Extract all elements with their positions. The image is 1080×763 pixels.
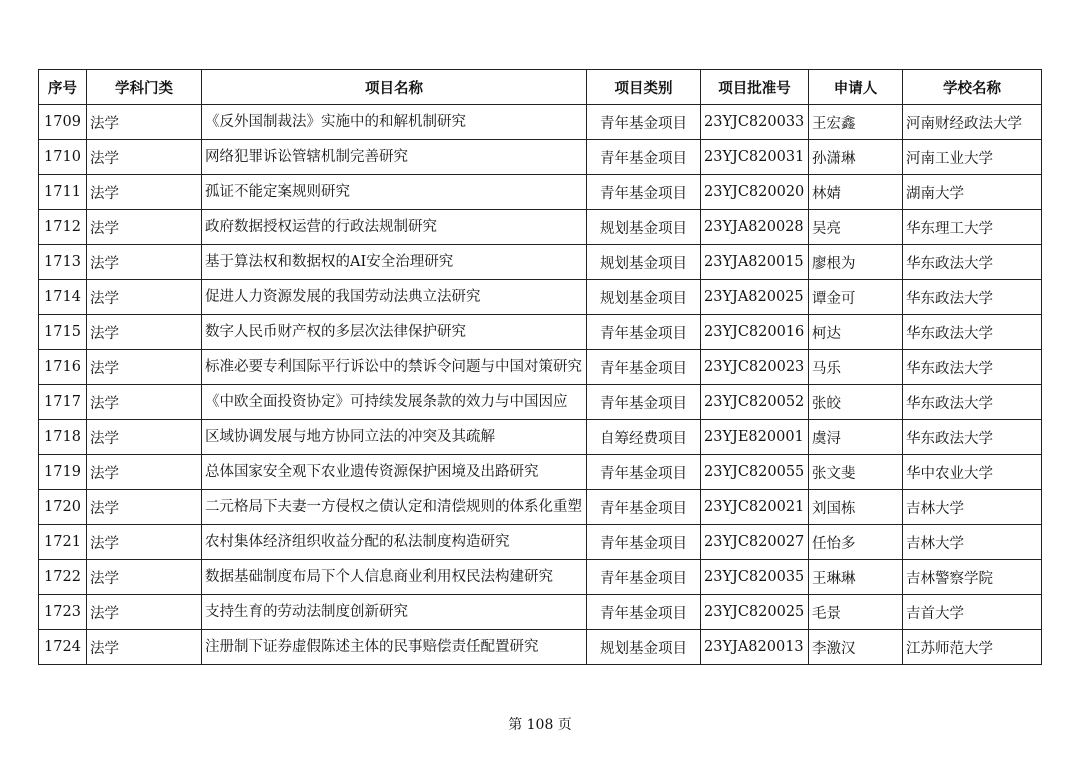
- project-name-cell: 促进人力资源发展的我国劳动法典立法研究: [202, 280, 587, 315]
- discipline-cell: 法学: [87, 105, 202, 140]
- approval-number-cell: 23YJA820015: [701, 245, 809, 280]
- discipline-cell: 法学: [87, 210, 202, 245]
- table-row: [39, 595, 1042, 630]
- serial-cell: 1720: [39, 490, 87, 525]
- approval-number-cell: 23YJC820052: [701, 385, 809, 420]
- serial-cell: 1714: [39, 280, 87, 315]
- table-row: [39, 560, 1042, 595]
- serial-cell: 1712: [39, 210, 87, 245]
- project-name-cell: 二元格局下夫妻一方侵权之债认定和清偿规则的体系化重塑: [202, 490, 587, 525]
- discipline-cell: 法学: [87, 175, 202, 210]
- approval-number-cell: 23YJC820055: [701, 455, 809, 490]
- applicant-cell: 柯达: [809, 315, 903, 350]
- project-name-cell: 区域协调发展与地方协同立法的冲突及其疏解: [202, 420, 587, 455]
- table-row: [39, 210, 1042, 245]
- school-cell: 吉林大学: [903, 525, 1042, 560]
- serial-cell: 1709: [39, 105, 87, 140]
- header-approval-number: 项目批准号: [701, 70, 809, 105]
- applicant-cell: 张皎: [809, 385, 903, 420]
- discipline-cell: 法学: [87, 595, 202, 630]
- school-cell: 华东政法大学: [903, 385, 1042, 420]
- project-type-cell: 青年基金项目: [587, 490, 701, 525]
- project-name-cell: 《中欧全面投资协定》可持续发展条款的效力与中国因应: [202, 385, 587, 420]
- approval-number-cell: 23YJC820021: [701, 490, 809, 525]
- project-type-cell: 青年基金项目: [587, 105, 701, 140]
- project-type-cell: 规划基金项目: [587, 210, 701, 245]
- school-cell: 华东理工大学: [903, 210, 1042, 245]
- serial-cell: 1722: [39, 560, 87, 595]
- discipline-cell: 法学: [87, 630, 202, 665]
- project-name-cell: 标准必要专利国际平行诉讼中的禁诉令问题与中国对策研究: [202, 350, 587, 385]
- serial-cell: 1721: [39, 525, 87, 560]
- school-cell: 华中农业大学: [903, 455, 1042, 490]
- project-type-cell: 规划基金项目: [587, 280, 701, 315]
- project-name-cell: 政府数据授权运营的行政法规制研究: [202, 210, 587, 245]
- school-cell: 华东政法大学: [903, 350, 1042, 385]
- table-row: [39, 140, 1042, 175]
- discipline-cell: 法学: [87, 455, 202, 490]
- header-applicant: 申请人: [809, 70, 903, 105]
- table-row: [39, 280, 1042, 315]
- approval-number-cell: 23YJA820028: [701, 210, 809, 245]
- school-cell: 吉首大学: [903, 595, 1042, 630]
- project-name-cell: 数据基础制度布局下个人信息商业利用权民法构建研究: [202, 560, 587, 595]
- school-cell: 河南财经政法大学: [903, 105, 1042, 140]
- project-type-cell: 青年基金项目: [587, 175, 701, 210]
- project-name-cell: 孤证不能定案规则研究: [202, 175, 587, 210]
- project-name-cell: 数字人民币财产权的多层次法律保护研究: [202, 315, 587, 350]
- school-cell: 华东政法大学: [903, 420, 1042, 455]
- approval-number-cell: 23YJC820031: [701, 140, 809, 175]
- applicant-cell: 王宏鑫: [809, 105, 903, 140]
- project-type-cell: 青年基金项目: [587, 385, 701, 420]
- project-table: [38, 69, 1042, 665]
- applicant-cell: 孙潇琳: [809, 140, 903, 175]
- table-row: [39, 385, 1042, 420]
- table-row: [39, 245, 1042, 280]
- approval-number-cell: 23YJC820025: [701, 595, 809, 630]
- discipline-cell: 法学: [87, 350, 202, 385]
- applicant-cell: 马乐: [809, 350, 903, 385]
- serial-cell: 1719: [39, 455, 87, 490]
- serial-cell: 1717: [39, 385, 87, 420]
- project-name-cell: 支持生育的劳动法制度创新研究: [202, 595, 587, 630]
- approval-number-cell: 23YJA820025: [701, 280, 809, 315]
- school-cell: 华东政法大学: [903, 315, 1042, 350]
- project-type-cell: 规划基金项目: [587, 630, 701, 665]
- applicant-cell: 任怡多: [809, 525, 903, 560]
- approval-number-cell: 23YJC820027: [701, 525, 809, 560]
- project-type-cell: 青年基金项目: [587, 140, 701, 175]
- table-row: [39, 420, 1042, 455]
- table-row: [39, 350, 1042, 385]
- project-type-cell: 青年基金项目: [587, 455, 701, 490]
- approval-number-cell: 23YJE820001: [701, 420, 809, 455]
- page-number: 第 108 页: [508, 717, 572, 733]
- project-name-cell: 基于算法权和数据权的AI安全治理研究: [202, 245, 587, 280]
- project-type-cell: 自筹经费项目: [587, 420, 701, 455]
- table-row: [39, 525, 1042, 560]
- project-type-cell: 青年基金项目: [587, 525, 701, 560]
- school-cell: 华东政法大学: [903, 280, 1042, 315]
- serial-cell: 1710: [39, 140, 87, 175]
- project-name-cell: 网络犯罪诉讼管辖机制完善研究: [202, 140, 587, 175]
- discipline-cell: 法学: [87, 490, 202, 525]
- project-name-cell: 农村集体经济组织收益分配的私法制度构造研究: [202, 525, 587, 560]
- project-type-cell: 青年基金项目: [587, 560, 701, 595]
- applicant-cell: 虞浔: [809, 420, 903, 455]
- project-type-cell: 青年基金项目: [587, 315, 701, 350]
- approval-number-cell: 23YJC820033: [701, 105, 809, 140]
- applicant-cell: 吴亮: [809, 210, 903, 245]
- project-name-cell: 总体国家安全观下农业遗传资源保护困境及出路研究: [202, 455, 587, 490]
- project-name-cell: 《反外国制裁法》实施中的和解机制研究: [202, 105, 587, 140]
- school-cell: 吉林大学: [903, 490, 1042, 525]
- discipline-cell: 法学: [87, 245, 202, 280]
- serial-cell: 1711: [39, 175, 87, 210]
- project-type-cell: 青年基金项目: [587, 350, 701, 385]
- applicant-cell: 谭金可: [809, 280, 903, 315]
- table-row: [39, 490, 1042, 525]
- approval-number-cell: 23YJC820020: [701, 175, 809, 210]
- applicant-cell: 张文斐: [809, 455, 903, 490]
- discipline-cell: 法学: [87, 525, 202, 560]
- applicant-cell: 毛景: [809, 595, 903, 630]
- discipline-cell: 法学: [87, 140, 202, 175]
- discipline-cell: 法学: [87, 280, 202, 315]
- serial-cell: 1723: [39, 595, 87, 630]
- header-discipline: 学科门类: [87, 70, 202, 105]
- header-serial: 序号: [39, 70, 87, 105]
- serial-cell: 1713: [39, 245, 87, 280]
- project-type-cell: 规划基金项目: [587, 245, 701, 280]
- header-row: [39, 70, 1042, 105]
- header-project-type: 项目类别: [587, 70, 701, 105]
- approval-number-cell: 23YJC820023: [701, 350, 809, 385]
- school-cell: 江苏师范大学: [903, 630, 1042, 665]
- applicant-cell: 王琳琳: [809, 560, 903, 595]
- serial-cell: 1715: [39, 315, 87, 350]
- serial-cell: 1716: [39, 350, 87, 385]
- discipline-cell: 法学: [87, 560, 202, 595]
- applicant-cell: 刘国栋: [809, 490, 903, 525]
- table-row: [39, 105, 1042, 140]
- discipline-cell: 法学: [87, 315, 202, 350]
- table-row: [39, 315, 1042, 350]
- school-cell: 华东政法大学: [903, 245, 1042, 280]
- project-name-cell: 注册制下证券虚假陈述主体的民事赔偿责任配置研究: [202, 630, 587, 665]
- approval-number-cell: 23YJA820013: [701, 630, 809, 665]
- school-cell: 湖南大学: [903, 175, 1042, 210]
- header-project-name: 项目名称: [202, 70, 587, 105]
- applicant-cell: 李激汉: [809, 630, 903, 665]
- project-type-cell: 青年基金项目: [587, 595, 701, 630]
- school-cell: 吉林警察学院: [903, 560, 1042, 595]
- table-row: [39, 455, 1042, 490]
- serial-cell: 1724: [39, 630, 87, 665]
- applicant-cell: 林婧: [809, 175, 903, 210]
- serial-cell: 1718: [39, 420, 87, 455]
- approval-number-cell: 23YJC820016: [701, 315, 809, 350]
- discipline-cell: 法学: [87, 420, 202, 455]
- school-cell: 河南工业大学: [903, 140, 1042, 175]
- applicant-cell: 廖根为: [809, 245, 903, 280]
- table-row: [39, 630, 1042, 665]
- table-row: [39, 175, 1042, 210]
- approval-number-cell: 23YJC820035: [701, 560, 809, 595]
- header-school: 学校名称: [903, 70, 1042, 105]
- discipline-cell: 法学: [87, 385, 202, 420]
